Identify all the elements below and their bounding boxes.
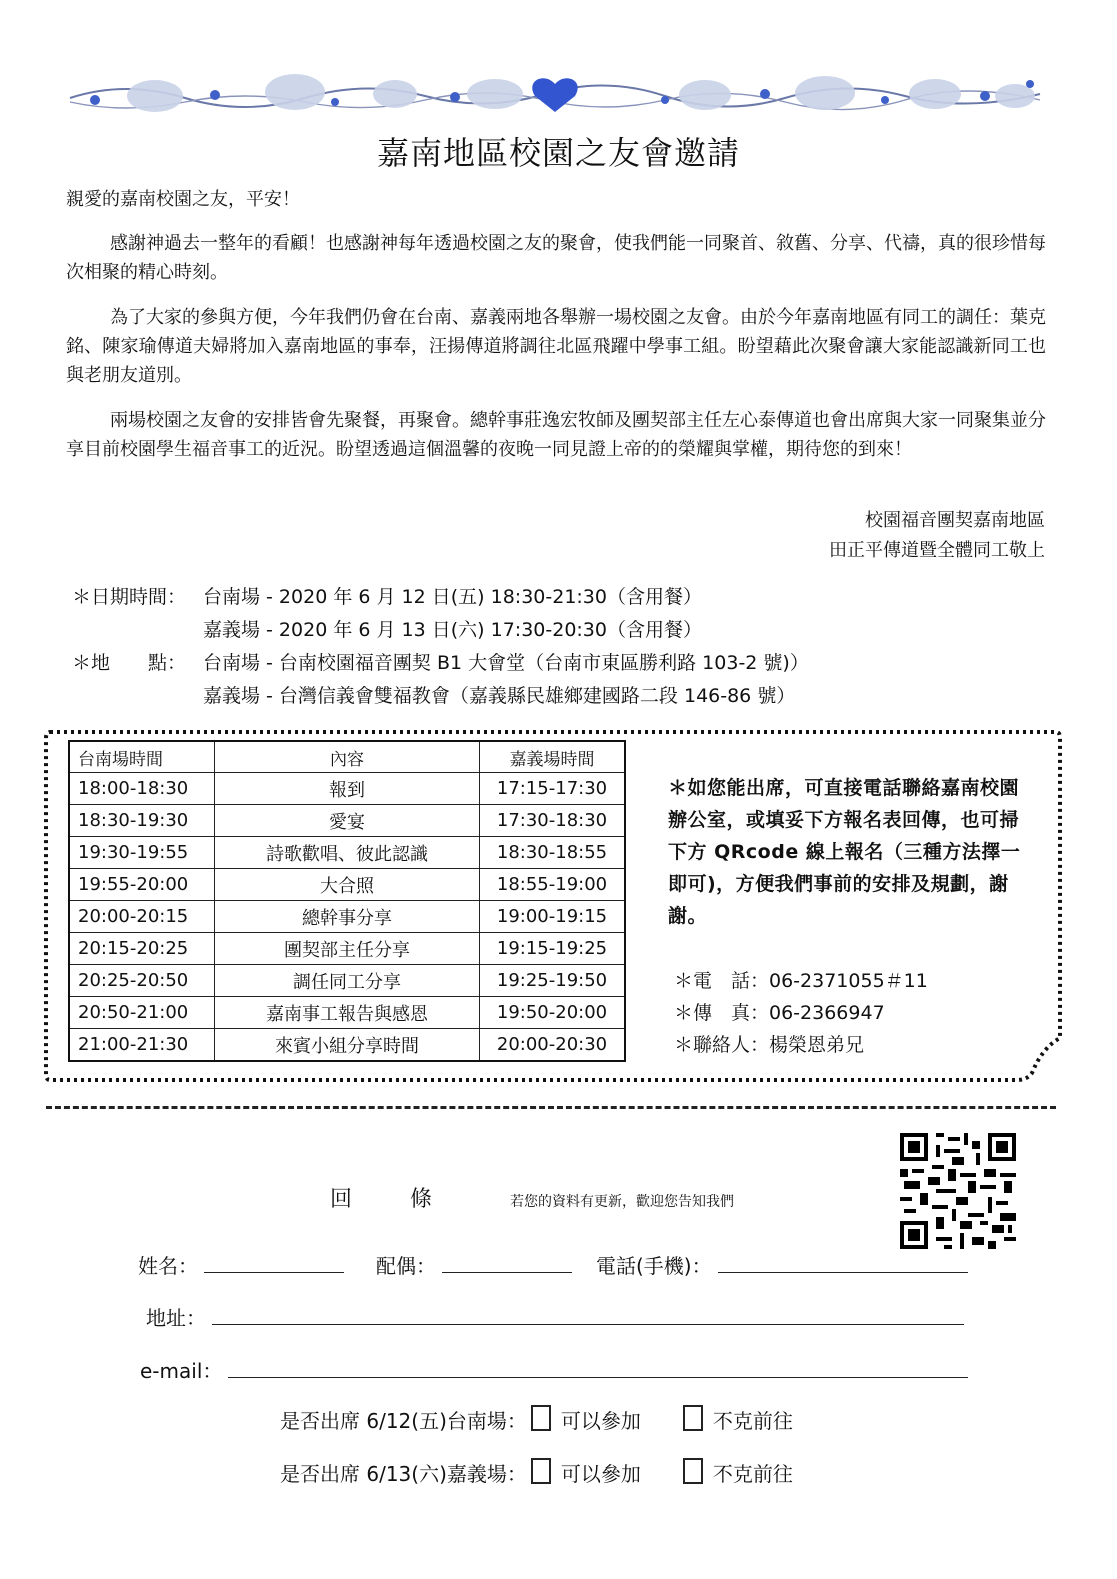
attend-tainan-row [280, 1405, 793, 1434]
attend-chiayi-label: 是否出席 6/13(六)嘉義場： [280, 1462, 527, 1486]
name-field-row [138, 1250, 344, 1279]
cell-tainan-time: 20:15-20:25 [69, 933, 215, 965]
cell-content: 團契部主任分享 [215, 933, 480, 965]
paragraph-2: 為了大家的參與方便，今年我們仍會在台南、嘉義兩地各舉辦一場校園之友會。由於今年嘉南地區有同工的調任：葉克銘、陳家瑜傳道夫婦將加入嘉南地區的事奉，汪揚傳道將調往北區飛躍中學事工組。盼望藉此次聚會讓大家能認識新同工也與老朋友道別。 [66, 307, 1046, 386]
name-input-line[interactable] [204, 1254, 344, 1273]
table-row [69, 805, 625, 837]
schedule-header-row [69, 741, 625, 773]
signature-line-2: 田正平傳道暨全體同工敬上 [829, 540, 1045, 561]
qr-code-icon[interactable] [900, 1133, 1016, 1249]
table-row [69, 997, 625, 1029]
attend-chiayi-yes-label: 可以參加 [560, 1462, 641, 1486]
header-content: 內容 [215, 741, 480, 773]
attend-tainan-yes-label: 可以參加 [560, 1409, 641, 1433]
cell-tainan-time: 19:55-20:00 [69, 869, 215, 901]
contact-phone: ＊電 話：06-2371055＃11 [674, 970, 928, 992]
email-label: e-mail： [140, 1359, 223, 1383]
signature-line-1: 校園福音團契嘉南地區 [865, 510, 1045, 531]
body-paragraphs [66, 229, 1046, 464]
phone-field-row [596, 1250, 968, 1279]
cell-content: 來賓小組分享時間 [215, 1029, 480, 1062]
place-tainan: 台南場 - 台南校園福音團契 B1 大會堂（台南市東區勝利路 103-2 號)） [203, 652, 809, 674]
table-row [69, 837, 625, 869]
cell-content: 愛宴 [215, 805, 480, 837]
address-field-row [146, 1302, 964, 1331]
phone-label: 電話(手機)： [596, 1254, 712, 1278]
date-chiayi: 嘉義場 - 2020 年 6 月 13 日(六) 17:30-20:30（含用餐） [203, 619, 702, 641]
cell-content: 報到 [215, 773, 480, 805]
spouse-field-row [376, 1250, 572, 1279]
cell-content: 大合照 [215, 869, 480, 901]
attend-tainan-no-label: 不克前往 [712, 1409, 793, 1433]
cell-content: 調任同工分享 [215, 965, 480, 997]
cell-chiayi-time: 19:15-19:25 [480, 933, 626, 965]
registration-note: ＊如您能出席，可直接電話聯絡嘉南校園辦公室，或填妥下方報名表回傳，也可掃下方 QRcode 線上報名（三種方法擇一即可)，方便我們事前的安排及規劃，謝謝。 [668, 777, 1021, 927]
greeting: 親愛的嘉南校園之友，平安！ [66, 189, 300, 210]
attend-tainan-no-checkbox[interactable] [683, 1405, 703, 1431]
email-field-row [140, 1355, 968, 1384]
schedule-table [68, 740, 626, 1062]
cell-tainan-time: 19:30-19:55 [69, 837, 215, 869]
attend-tainan-label: 是否出席 6/12(五)台南場： [280, 1409, 527, 1433]
reply-slip-title: 回條 [330, 1187, 491, 1212]
reply-slip-subtitle: 若您的資料有更新，歡迎您告知我們 [510, 1194, 734, 1210]
address-input-line[interactable] [212, 1306, 964, 1325]
header-chiayi-time: 嘉義場時間 [480, 741, 626, 773]
address-label: 地址： [146, 1306, 206, 1330]
paragraph-1: 感謝神過去一整年的看顧！也感謝神每年透過校園之友的聚會，使我們能一同聚首、敘舊、分享、代禱，真的很珍惜每次相聚的精心時刻。 [66, 233, 1046, 283]
page-title: 嘉南地區校園之友會邀請 [376, 134, 740, 172]
table-row [69, 965, 625, 997]
attend-chiayi-row [280, 1458, 793, 1487]
cell-tainan-time: 20:25-20:50 [69, 965, 215, 997]
table-row [69, 901, 625, 933]
cell-chiayi-time: 19:00-19:15 [480, 901, 626, 933]
table-row [69, 869, 625, 901]
contact-person: ＊聯絡人：楊榮恩弟兄 [674, 1034, 865, 1056]
attend-tainan-yes-checkbox[interactable] [531, 1405, 551, 1431]
cell-chiayi-time: 17:15-17:30 [480, 773, 626, 805]
place-chiayi: 嘉義場 - 台灣信義會雙福教會（嘉義縣民雄鄉建國路二段 146-86 號） [203, 685, 796, 707]
spouse-input-line[interactable] [442, 1254, 572, 1273]
cell-tainan-time: 18:30-19:30 [69, 805, 215, 837]
attend-chiayi-no-label: 不克前往 [712, 1462, 793, 1486]
name-label: 姓名： [138, 1254, 198, 1278]
cell-tainan-time: 20:00-20:15 [69, 901, 215, 933]
cut-line-divider [46, 1106, 1056, 1109]
date-label: ＊日期時間： [72, 586, 187, 608]
phone-input-line[interactable] [718, 1254, 968, 1273]
decorative-floral-banner [65, 70, 1045, 120]
email-input-line[interactable] [228, 1359, 968, 1378]
cell-content: 嘉南事工報告與感恩 [215, 997, 480, 1029]
cell-tainan-time: 20:50-21:00 [69, 997, 215, 1029]
cell-chiayi-time: 19:25-19:50 [480, 965, 626, 997]
cell-chiayi-time: 17:30-18:30 [480, 805, 626, 837]
place-label: ＊地 點： [72, 652, 187, 674]
table-row [69, 773, 625, 805]
paragraph-3: 兩場校園之友會的安排皆會先聚餐，再聚會。總幹事莊逸宏牧師及團契部主任左心泰傳道也會出席與大家一同聚集並分享目前校園學生福音事工的近況。盼望透過這個溫馨的夜晚一同見證上帝的的榮耀與掌權，期待您的到來！ [66, 410, 1046, 460]
contact-fax: ＊傳 真：06-2366947 [674, 1002, 885, 1024]
cell-chiayi-time: 18:55-19:00 [480, 869, 626, 901]
cell-chiayi-time: 19:50-20:00 [480, 997, 626, 1029]
cell-content: 總幹事分享 [215, 901, 480, 933]
table-row [69, 933, 625, 965]
table-row [69, 1029, 625, 1062]
cell-content: 詩歌歡唱、彼此認識 [215, 837, 480, 869]
attend-chiayi-yes-checkbox[interactable] [531, 1458, 551, 1484]
cell-tainan-time: 18:00-18:30 [69, 773, 215, 805]
date-tainan: 台南場 - 2020 年 6 月 12 日(五) 18:30-21:30（含用餐） [203, 586, 702, 608]
cell-chiayi-time: 20:00-20:30 [480, 1029, 626, 1062]
attend-chiayi-no-checkbox[interactable] [683, 1458, 703, 1484]
cell-chiayi-time: 18:30-18:55 [480, 837, 626, 869]
header-tainan-time: 台南場時間 [69, 741, 215, 773]
cell-tainan-time: 21:00-21:30 [69, 1029, 215, 1062]
spouse-label: 配偶： [376, 1254, 436, 1278]
